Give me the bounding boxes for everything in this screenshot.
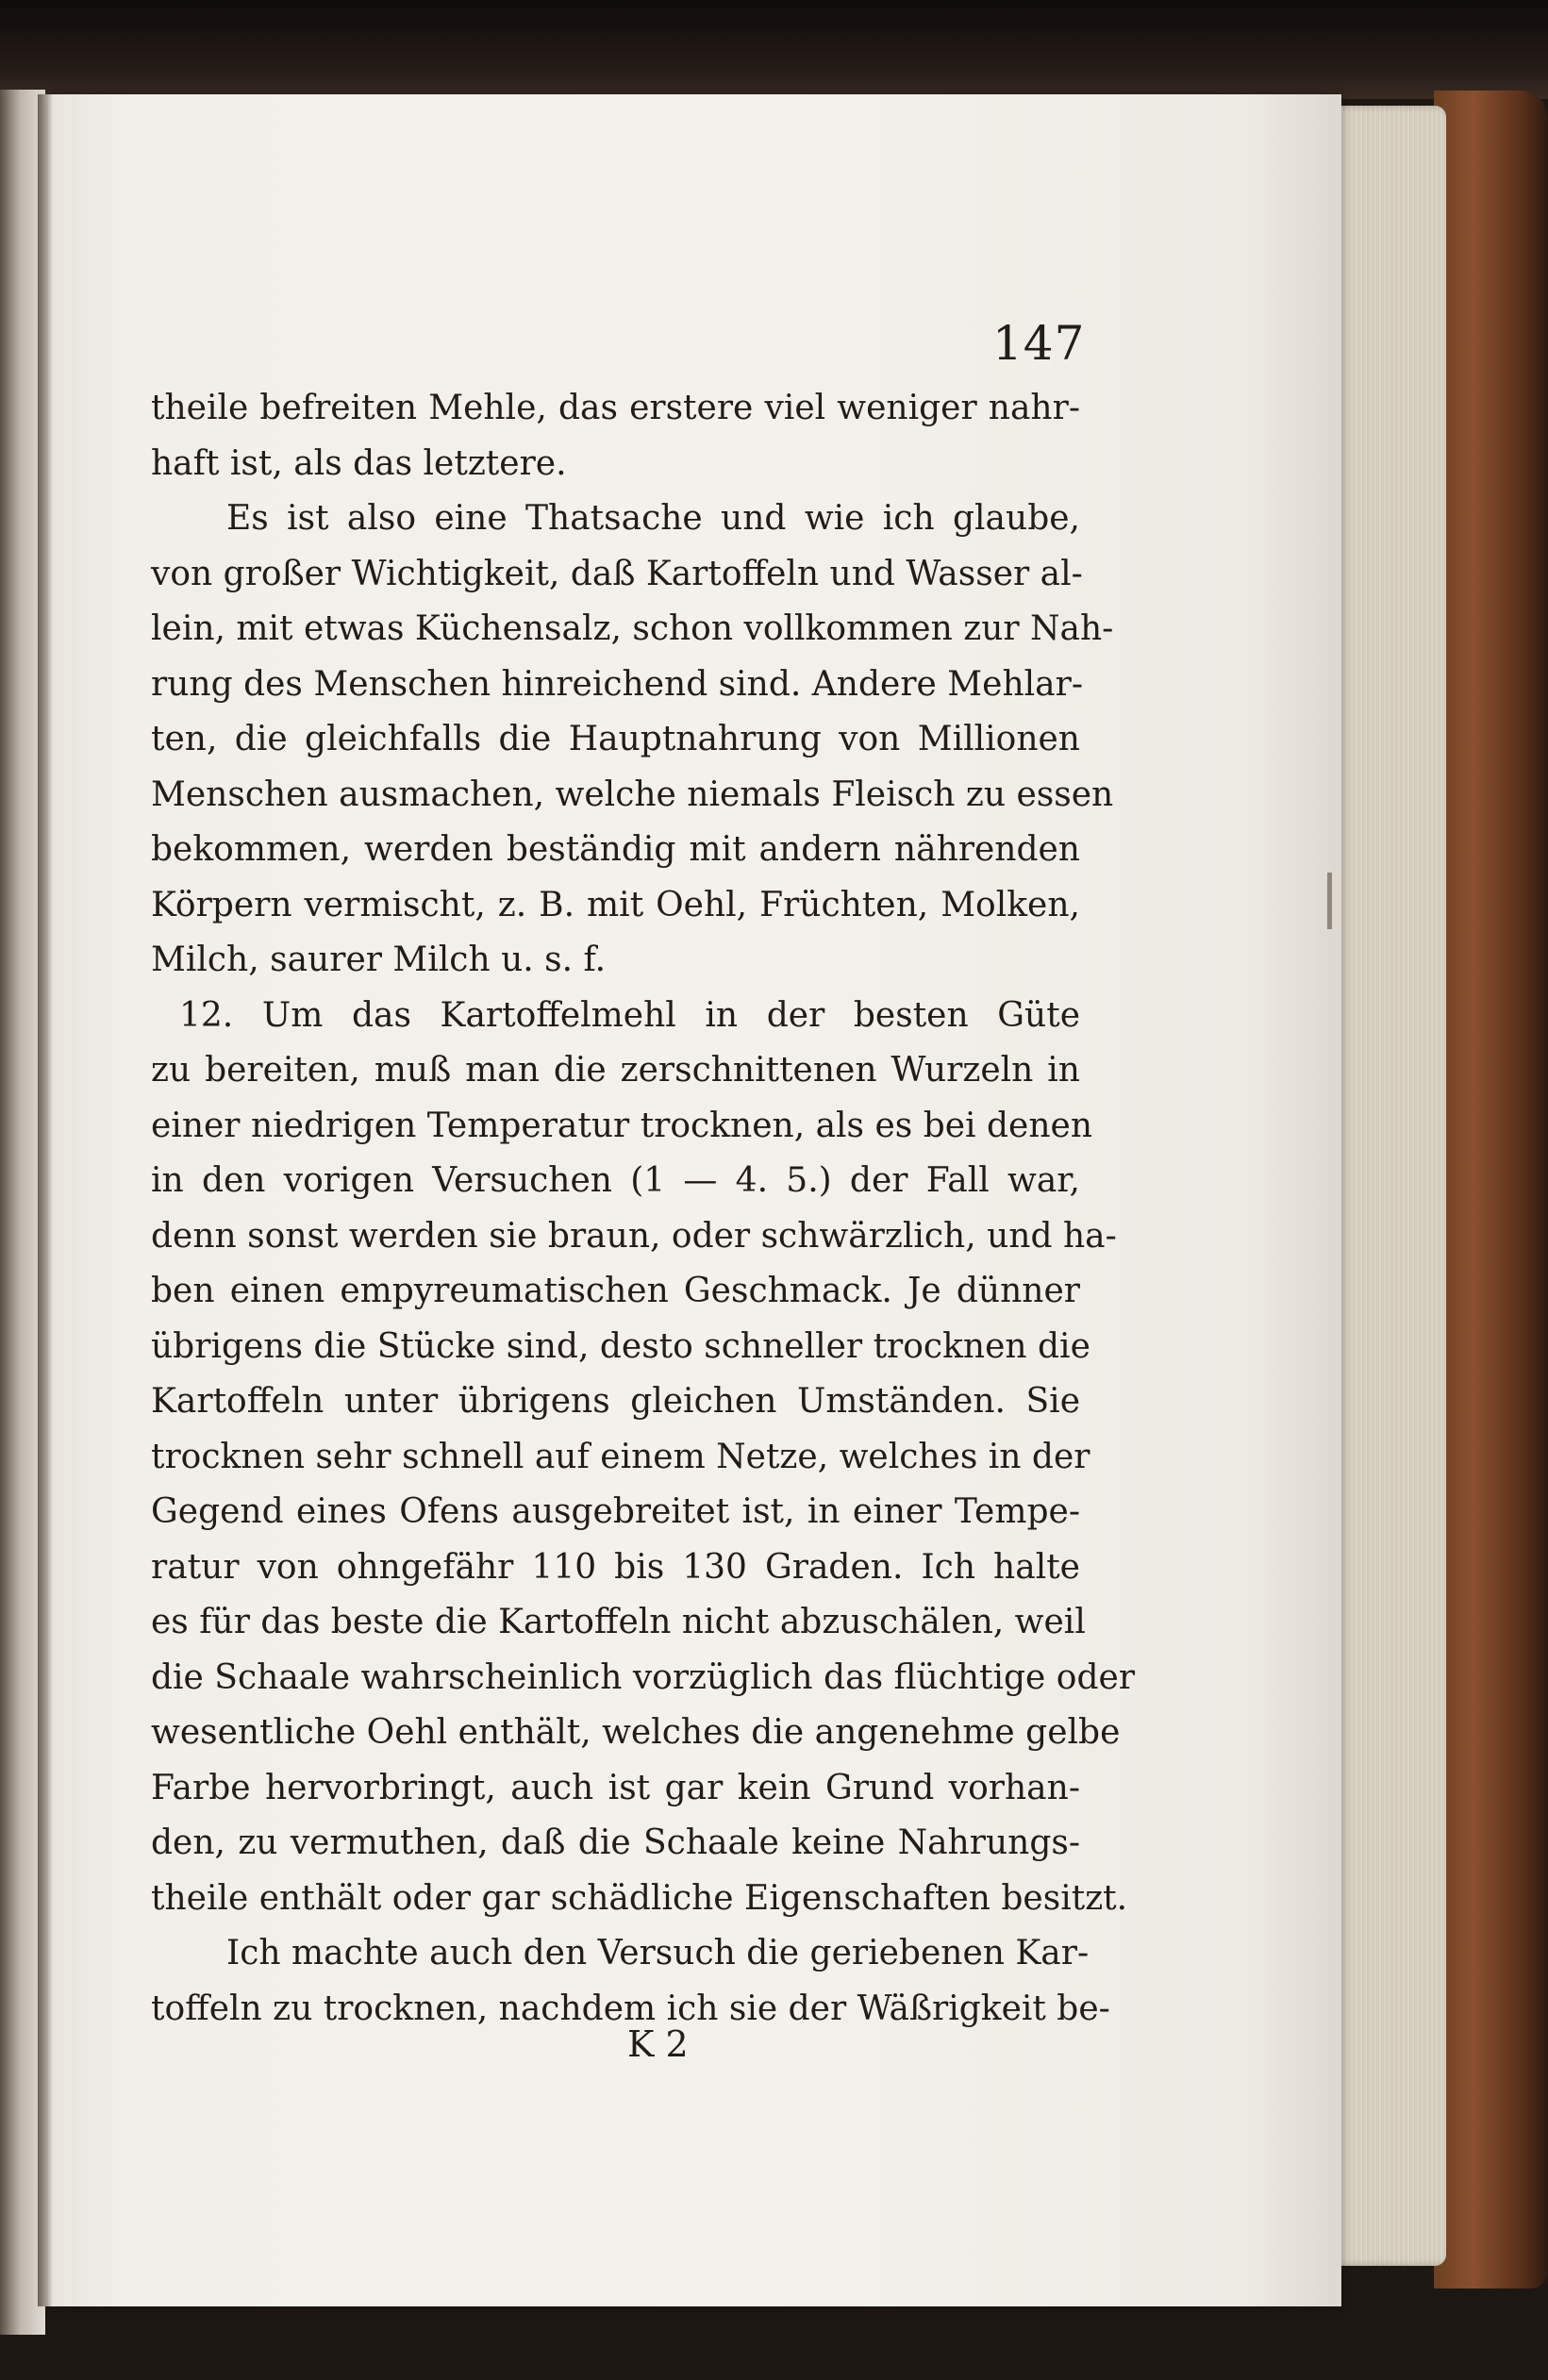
text-line: Farbe hervorbringt, auch ist gar kein Grund vorhan-: [151, 1768, 1080, 1807]
text-line: Milch, saurer Milch u. s. f.: [151, 940, 607, 979]
text-line: lein, mit etwas Küchensalz, schon vollkommen zur Nah-: [151, 609, 1114, 648]
text-line: theile enthält oder gar schädliche Eigenschaften besitzt.: [151, 1878, 1128, 1918]
text-line: Es ist also eine Thatsache und wie ich glaube,: [226, 499, 1080, 538]
text-line: zu bereiten, muß man die zerschnittenen Wurzeln in: [151, 1051, 1080, 1090]
text-line: ten, die gleichfalls die Hauptnahrung von Millionen: [151, 720, 1080, 758]
background-top: [0, 0, 1548, 99]
text-line: Gegend eines Ofens ausgebreitet ist, in einer Tempe-: [151, 1492, 1080, 1531]
text-line: ratur von ohngefähr 110 bis 130 Graden. Ich halte: [151, 1547, 1080, 1587]
text-line: es für das beste die Kartoffeln nicht abzuschälen, weil: [151, 1603, 1086, 1641]
text-line: in den vorigen Versuchen (1 — 4. 5.) der Fall war,: [151, 1161, 1080, 1200]
body-text: [151, 381, 1136, 2037]
signature-mark: K 2: [627, 2023, 689, 2065]
text-line: von großer Wichtigkeit, daß Kartoffeln und Wasser al-: [151, 554, 1083, 593]
text-line: toffeln zu trocknen, nachdem ich sie der Wäßrigkeit be-: [151, 1989, 1110, 2028]
text-line: haft ist, als das letztere.: [151, 443, 567, 483]
page-gutter: [38, 94, 53, 2306]
text-line: trocknen sehr schnell auf einem Netze, welches in der: [151, 1437, 1090, 1476]
margin-mark: [1327, 873, 1332, 929]
text-line: 12. Um das Kartoffelmehl in der besten Güte: [179, 995, 1080, 1035]
book-cover-edge: [1434, 91, 1548, 2288]
text-line: wesentliche Oehl enthält, welches die angenehme gelbe: [151, 1713, 1121, 1752]
text-line: Kartoffeln unter übrigens gleichen Umständen. Sie: [151, 1382, 1080, 1421]
text-line: die Schaale wahrscheinlich vorzüglich das flüchtige oder: [151, 1657, 1136, 1697]
text-line: den, zu vermuthen, daß die Schaale keine Nahrungs-: [151, 1823, 1080, 1862]
text-line: Ich machte auch den Versuch die geriebenen Kar-: [226, 1934, 1090, 1972]
text-line: übrigens die Stücke sind, desto schneller trocknen die: [151, 1326, 1090, 1366]
text-line: Körpern vermischt, z. B. mit Oehl, Früchten, Molken,: [151, 885, 1080, 924]
text-line: bekommen, werden beständig mit andern nährenden: [151, 830, 1080, 869]
text-line: ben einen empyreumatischen Geschmack. Je dünner: [151, 1272, 1080, 1310]
page-edges: [1325, 106, 1446, 2266]
text-line: einer niedrigen Temperatur trocknen, als es bei denen: [151, 1106, 1093, 1145]
text-line: rung des Menschen hinreichend sind. Andere Mehlar-: [151, 664, 1083, 704]
page-number: 147: [992, 316, 1086, 371]
text-line: theile befreiten Mehle, das erstere viel weniger nahr-: [151, 389, 1080, 427]
text-line: Menschen ausmachen, welche niemals Fleisch zu essen: [151, 774, 1114, 814]
text-line: denn sonst werden sie braun, oder schwärzlich, und ha-: [151, 1216, 1117, 1256]
